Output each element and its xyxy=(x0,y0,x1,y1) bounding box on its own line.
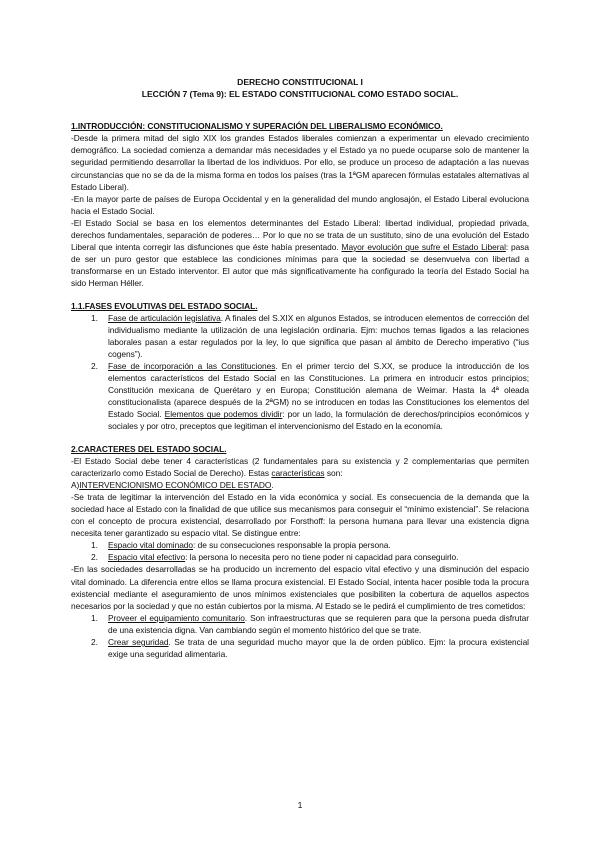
underlined-term: Fase de articulación legislativa xyxy=(108,312,221,323)
numbered-list-espacio-vital xyxy=(71,539,529,563)
list-number: 2. xyxy=(91,637,98,648)
list-item xyxy=(71,312,529,360)
underlined-term: Espacio vital dominado xyxy=(108,540,194,551)
list-item xyxy=(71,636,529,660)
document-subtitle: LECCIÓN 7 (Tema 9): EL ESTADO CONSTITUCIONAL COMO ESTADO SOCIAL. xyxy=(141,89,459,100)
list-number: 1. xyxy=(91,312,98,323)
paragraph-text: son: xyxy=(324,467,343,478)
paragraph: -En las sociedades desarrolladas se ha producido un incremento del espacio vital efectivo y una disminución del espacio vital dominado. La diferencia entre ellos se llama procura existencial. El Estado Social, intenta hacer posible toda la procura existencial mediante el aseguramiento de unos mínimos existenciales que posibiliten la cobertura de aquellos aspectos necesarios por la sociedad y que no están cubiertos por la misma. Al Estado se le pedirá el cumplimiento de tres cometidos: xyxy=(71,564,529,611)
list-number: 2. xyxy=(91,360,98,371)
document-body xyxy=(71,76,529,660)
list-item-text: . En el primer tercio del S.XX, se produce la introducción de los elementos característicos del Estado Social en las Constituciones. La primera en introducir estos principios; Constitución mexicana de Querétaro y en Europa; Constitución alemana de Weimar. Hasta la 4ª oleada constitucionalista (aparece después de la 2ªGM) no se introducen en todas las Constituciones los elementos del Estado Social. xyxy=(108,360,530,420)
underlined-term: Proveer el equipamiento comunitario xyxy=(108,612,245,623)
numbered-list-cometidos xyxy=(71,612,529,660)
underlined-term: Crear seguridad xyxy=(108,637,169,648)
list-number: 1. xyxy=(91,612,98,623)
paragraph: -Desde la primera mitad del siglo XIX los grandes Estados liberales comienzan a experimentar un elevado crecimiento demográfico. La sociedad comienza a demandar más necesidades y el Estado ya no puede ocuparse solo de mantener la seguridad permitiendo desarrollar la libertad de los individuos. Por ello, se produce un proceso de adaptación a las nuevas circunstancias que no se da de la misma forma en todos los países (tras la 1ªGM aparecen fórmulas estatales alternativas al Estado Liberal). xyxy=(71,133,529,192)
section-heading-caracteres: 2.CARACTERES DEL ESTADO SOCIAL. xyxy=(71,443,227,454)
paragraph xyxy=(71,217,529,290)
page-number: 1 xyxy=(297,800,303,810)
section-heading-fases: 1.1.FASES EVOLUTIVAS DEL ESTADO SOCIAL. xyxy=(71,300,258,311)
list-item-text: . A finales del S.XIX en algunos Estados, se introducen elementos de corrección del individualismo mediante la utilización de una legislación ordinaria. Ejm: muchos temas ligados a las relaciones laborales pasan a estar regulados por la ley, lo que significa que pasan al ámbito de Derecho imperativo (“ius cogens”). xyxy=(108,312,529,359)
paragraph-text: -El Estado Social debe tener 4 características (2 fundamentales para su existencia y 2 complementarias que permiten caracterizarlo como Estado Social de Derecho). Estas xyxy=(71,455,529,478)
paragraph xyxy=(71,455,529,479)
paragraph: -Se trata de legitimar la intervención del Estado en la vida económica y social. Es consecuencia de la demanda que la sociedad hace al Estado con la finalidad de que utilice sus mecanismos para conseguir el “mínimo existencial”. Se relaciona con el concepto de procura existencial, desarrollado por Forsthoff: la persona humana para llevar una existencia digna necesita tener garantizado su espacio vital. Se distingue entre: xyxy=(71,491,529,539)
subheading-prefix: A) xyxy=(71,479,80,490)
underlined-term: Fase de incorporación a las Constituciones xyxy=(108,360,276,371)
list-item xyxy=(71,612,529,636)
underlined-term: Elementos que podemos dividir xyxy=(164,409,283,420)
subheading-intervencionismo xyxy=(71,479,529,491)
list-item xyxy=(71,551,529,563)
underlined-term: características xyxy=(271,467,325,478)
document-title: DERECHO CONSTITUCIONAL I xyxy=(237,77,363,87)
list-item-text: . Se trata de una seguridad mucho mayor que la de orden público. Ejm: la procura existencial exige una seguridad alimentaria. xyxy=(108,637,529,660)
list-item xyxy=(71,539,529,551)
list-item-text: : de su consecuciones responsable la propia persona. xyxy=(193,540,391,551)
list-number: 2. xyxy=(91,552,98,563)
underlined-term: Mayor evolución que sufre el Estado Liberal xyxy=(341,242,506,253)
paragraph-text: -El Estado Social se basa en los elementos determinantes del Estado Liberal: libertad individual, propiedad privada, derechos fundamentales, separación de poderes… Por lo que no se trata de un sustituto, sino de una evolución del Estado Liberal que intenta corregir las disfunciones que éste había presentado. xyxy=(71,217,529,253)
list-number: 1. xyxy=(91,540,98,551)
subheading-suffix: . xyxy=(271,479,274,490)
paragraph: -En la mayor parte de países de Europa Occidental y en la generalidad del mundo anglosajón, el Estado Liberal evoluciona hacia el Estado Social. xyxy=(71,193,529,216)
list-item-text: : por un lado, la formulación de derechos/principios económicos y sociales y por otro, preceptos que legitiman el intervencionismo del Estado en la economía. xyxy=(108,409,529,432)
list-item xyxy=(71,360,529,433)
underlined-term: Espacio vital efectivo xyxy=(108,552,186,563)
numbered-list-fases xyxy=(71,312,529,433)
section-heading-introduccion: 1.INTRODUCCIÓN: CONSTITUCIONALISMO Y SUPERACIÓN DEL LIBERALISMO ECONÓMICO. xyxy=(71,121,443,132)
list-item-text: . Son infraestructuras que se requieren para que la persona pueda disfrutar de una existencia digna. Van cambiando según el momento histórico del que se trate. xyxy=(108,612,529,635)
paragraph-text: : pasa de ser un puro gestor que establece las condiciones mínimas para que la sociedad se desenvuelva con libertad a transformarse en un Estado interventor. El autor que más significativamente ha configurado la teoría del Estado Social ha sido Herman Héller. xyxy=(71,242,530,289)
subheading-text: INTERVENCIONISMO ECONÓMICO DEL ESTADO xyxy=(79,479,272,490)
list-item-text: : la persona lo necesita pero no tiene poder ni capacidad para conseguirlo. xyxy=(185,552,459,563)
